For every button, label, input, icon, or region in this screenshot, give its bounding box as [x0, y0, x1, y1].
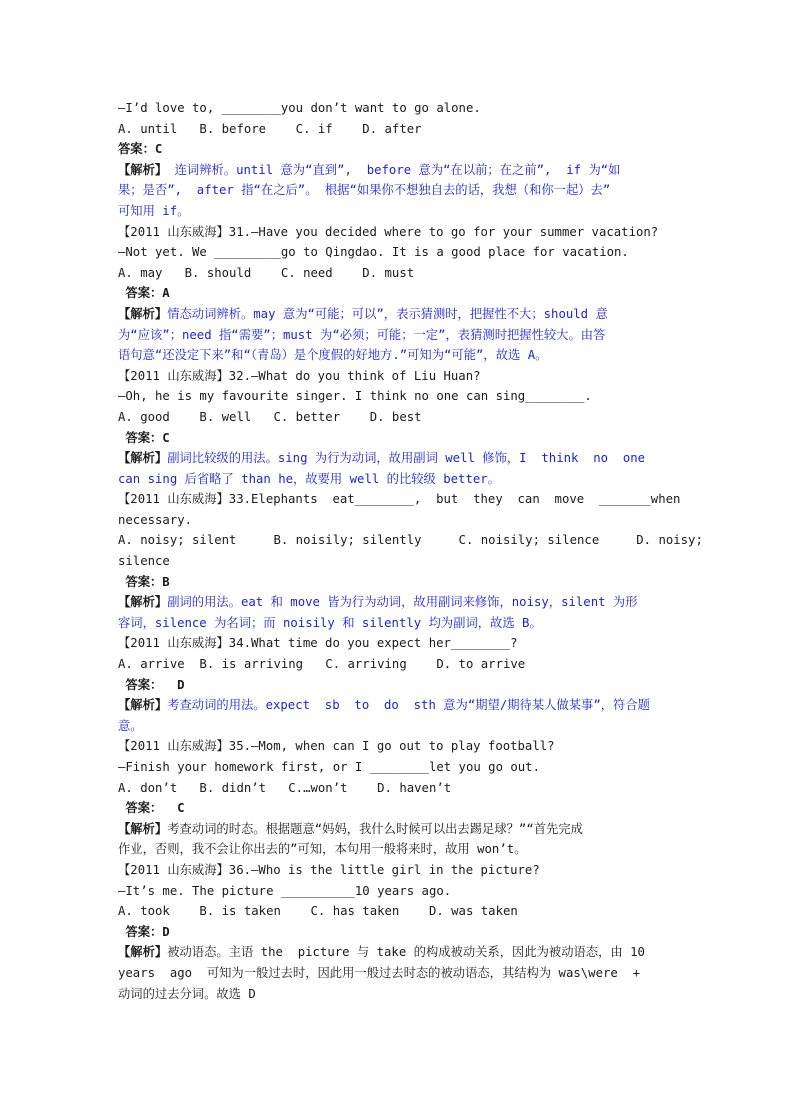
explanation-line: [118, 304, 678, 325]
answer-line: 答案：C: [118, 430, 170, 445]
explanation-text: 考查动词的用法。expect sb to do sth 意为“期望/期待某人做某事”，符合题: [167, 698, 650, 713]
question-line: 【2011 山东威海】33.Elephants eat________, but they can move _______when: [118, 492, 681, 507]
question-line: 【2011 山东威海】32.—What do you think of Liu Huan?: [118, 368, 481, 383]
question-line: —Not yet. We _________go to Qingdao. It is a good place for vacation.: [118, 245, 629, 260]
question-line: necessary.: [118, 512, 193, 527]
question-line: 【2011 山东威海】36.—Who is the little girl in the picture?: [118, 862, 540, 877]
explanation-text: 连词辨析。until 意为“直到”, before 意为“在以前；在之前”, if 为“如: [167, 162, 621, 177]
question-line: 【2011 山东威海】31.—Have you decided where to go for your summer vacation?: [118, 224, 659, 239]
question-line: A. noisy; silent B. noisily; silently C. noisily; silence D. noisy;: [118, 533, 703, 548]
question-line: A. until B. before C. if D. after: [118, 121, 422, 136]
explanation-continuation: 作业，否则，我不会让你出去的”可知，本句用一般将来时，故用 won’t。: [118, 842, 527, 857]
question-line: —I’d love to, ________you don’t want to go alone.: [118, 101, 481, 115]
explanation-tag: 【解析】: [118, 821, 168, 836]
question-line: A. arrive B. is arriving C. arriving D. to arrive: [118, 657, 526, 672]
explanation-line: [118, 695, 678, 716]
explanation-text: 考查动词的时态。根据题意“妈妈，我什么时候可以出去踢足球？”“首先完成: [167, 821, 583, 836]
question-line: 【2011 山东威海】35.—Mom, when can I go out to play football?: [118, 739, 555, 754]
explanation-text: 被动语态。主语 the picture 与 take 的构成被动关系，因此为被动语态，由 10: [167, 945, 645, 960]
explanation-tag: 【解析】: [118, 698, 168, 713]
explanation-text: 情态动词辨析。may 意为“可能；可以”，表示猜测时，把握性不大；should 意: [167, 306, 608, 321]
explanation-tag: 【解析】: [118, 306, 168, 321]
question-line: A. may B. should C. need D. must: [118, 265, 415, 280]
explanation-continuation: 动词的过去分词。故选 D: [118, 986, 256, 1001]
explanation-tag: 【解析】: [118, 945, 168, 960]
question-line: —Finish your homework first, or I ________let you go out.: [118, 760, 540, 774]
question-line: 【2011 山东威海】34.What time do you expect her________?: [118, 636, 518, 651]
explanation-text: 副词的用法。eat 和 move 皆为行为动词，故用副词来修饰，noisy，silent 为形: [167, 595, 638, 610]
explanation-continuation: 容词，silence 为名词；而 noisily 和 silently 均为副词，故选 B。: [118, 615, 542, 630]
explanation-continuation: 可知用 if。: [118, 203, 190, 218]
answer-line: 答案：D: [118, 924, 170, 939]
answer-line: 答案：B: [118, 574, 170, 589]
explanation-continuation: years ago 可知为一般过去时，因此用一般过去时态的被动语态，其结构为 was\were +: [118, 965, 640, 980]
explanation-line: [118, 819, 678, 840]
question-line: —It’s me. The picture __________10 years ago.: [118, 883, 452, 898]
explanation-continuation: 果；是否”, after 指“在之后”。 根据“如果你不想独自去的话，我想（和你一起）去”: [118, 183, 611, 198]
explanation-tag: 【解析】: [118, 451, 168, 466]
explanation-tag: 【解析】: [118, 595, 168, 610]
answer-line: 答案：A: [118, 286, 170, 301]
explanation-continuation: can sing 后省略了 than he，故要用 well 的比较级 better。: [118, 471, 500, 486]
explanation-continuation: 为“应该”；need 指“需要”；must 为“必须；可能；一定”，表猜测时把握性较大。由答: [118, 327, 606, 342]
answer-line: 答案： C: [118, 801, 185, 816]
explanation-line: [118, 942, 678, 963]
explanation-line: [118, 160, 678, 181]
explanation-continuation: 意。: [118, 718, 143, 733]
question-line: A. took B. is taken C. has taken D. was taken: [118, 904, 518, 919]
question-line: silence: [118, 554, 170, 569]
answer-line: 答案： D: [118, 677, 185, 692]
answer-line: 答案：C: [118, 142, 163, 157]
explanation-line: [118, 448, 678, 469]
explanation-line: [118, 592, 678, 613]
question-line: A. don’t B. didn’t C.…won’t D. haven’t: [118, 780, 452, 795]
explanation-text: 副词比较级的用法。sing 为行为动词，故用副词 well 修饰，I think no one: [167, 451, 646, 466]
explanation-continuation: 语句意“还没定下来”和“（青岛）是个度假的好地方.”可知为“可能”，故选 A。: [118, 348, 548, 363]
question-line: A. good B. well C. better D. best: [118, 409, 422, 424]
document-page: [118, 98, 703, 1004]
explanation-tag: 【解析】: [118, 162, 168, 177]
question-line: —Oh, he is my favourite singer. I think no one can sing________.: [118, 389, 592, 404]
